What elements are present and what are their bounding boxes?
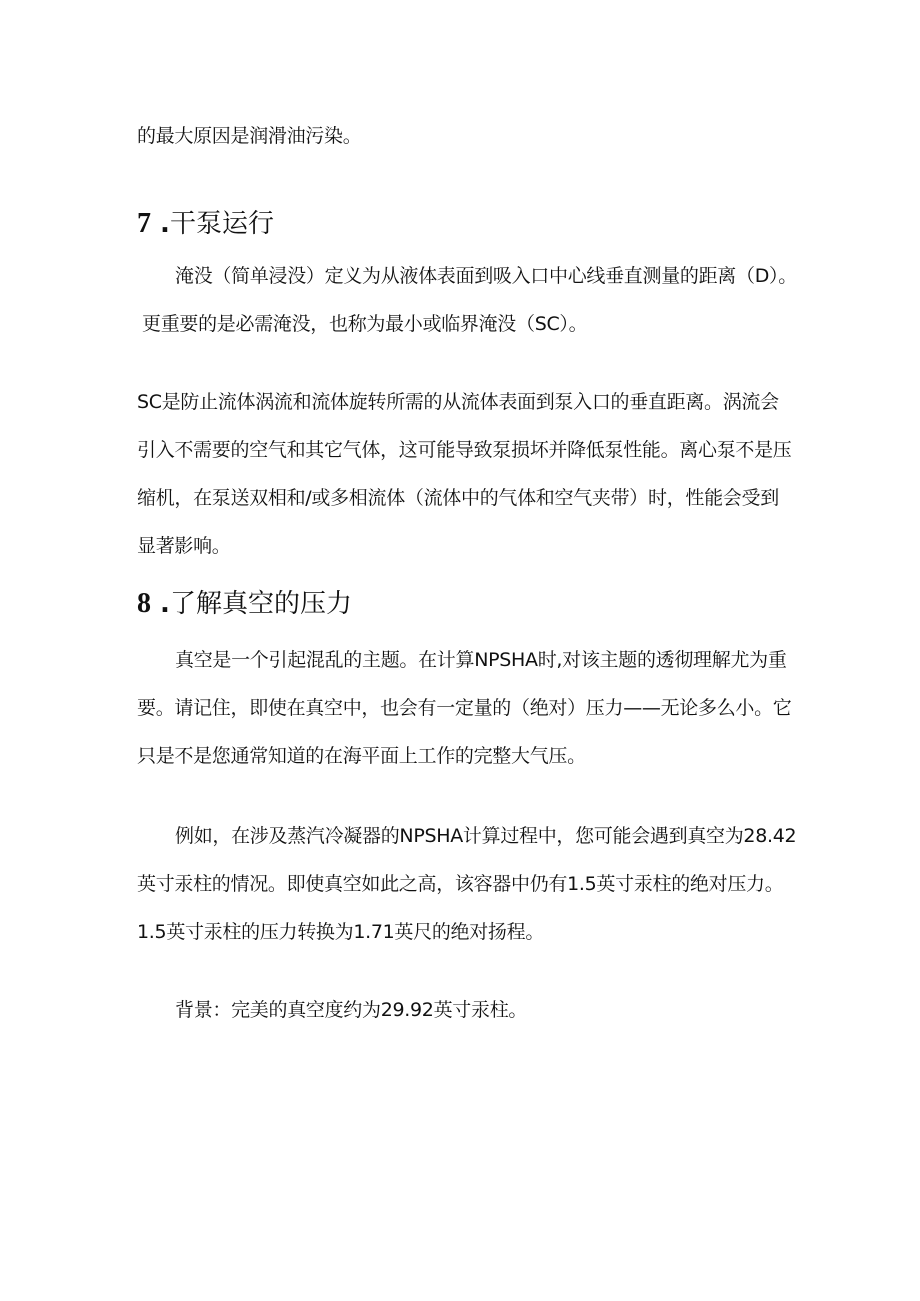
section-7-p2-line-1: SC是防止流体涡流和流体旋转所需的从流体表面到泵入口的垂直距离。涡流会 [137,391,779,413]
section-8-p1-line-3: 只是不是您通常知道的在海平面上工作的完整大气压。 [137,745,586,767]
section-8-heading [137,588,352,620]
section-7-p1-line-2: 更重要的是必需淹没，也称为最小或临界淹没（SC）。 [142,313,588,335]
section-8-separator: . [151,589,170,619]
section-7-p1-line-1: 淹没（简单浸没）定义为从液体表面到吸入口中心线垂直测量的距离（D）。 [175,265,797,287]
section-7-number: 7 [137,208,151,239]
section-8-p1-line-1: 真空是一个引起混乱的主题。在计算NPSHA时,对该主题的透彻理解尤为重 [175,649,787,671]
section-8-title: 了解真空的压力 [169,589,352,619]
section-8-p1-line-2: 要。请记住，即使在真空中，也会有一定量的（绝对）压力——无论多么小。它 [137,697,792,719]
section-7-heading [137,208,274,240]
continuation-line: 的最大原因是润滑油污染。 [137,125,362,147]
section-7-p2-line-2: 引入不需要的空气和其它气体，这可能导致泵损坏并降低泵性能。离心泵不是压 [137,439,792,461]
section-7-p2-line-3: 缩机，在泵送双相和/或多相流体（流体中的气体和空气夹带）时，性能会受到 [137,487,779,509]
section-7-p2-line-4: 显著影响。 [137,535,231,557]
section-8-p3-line-1: 背景：完美的真空度约为29.92英寸汞柱。 [175,999,528,1021]
section-8-number: 8 [137,588,151,619]
section-8-p2-line-1: 例如，在涉及蒸汽冷凝器的NPSHA计算过程中，您可能会遇到真空为28.42 [175,825,797,847]
section-8-p2-line-3: 1.5英寸汞柱的压力转换为1.71英尺的绝对扬程。 [137,921,545,943]
section-8-p2-line-2: 英寸汞柱的情况。即使真空如此之高，该容器中仍有1.5英寸汞柱的绝对压力。 [137,873,784,895]
section-7-separator: . [151,209,170,239]
section-7-title: 干泵运行 [169,209,274,239]
